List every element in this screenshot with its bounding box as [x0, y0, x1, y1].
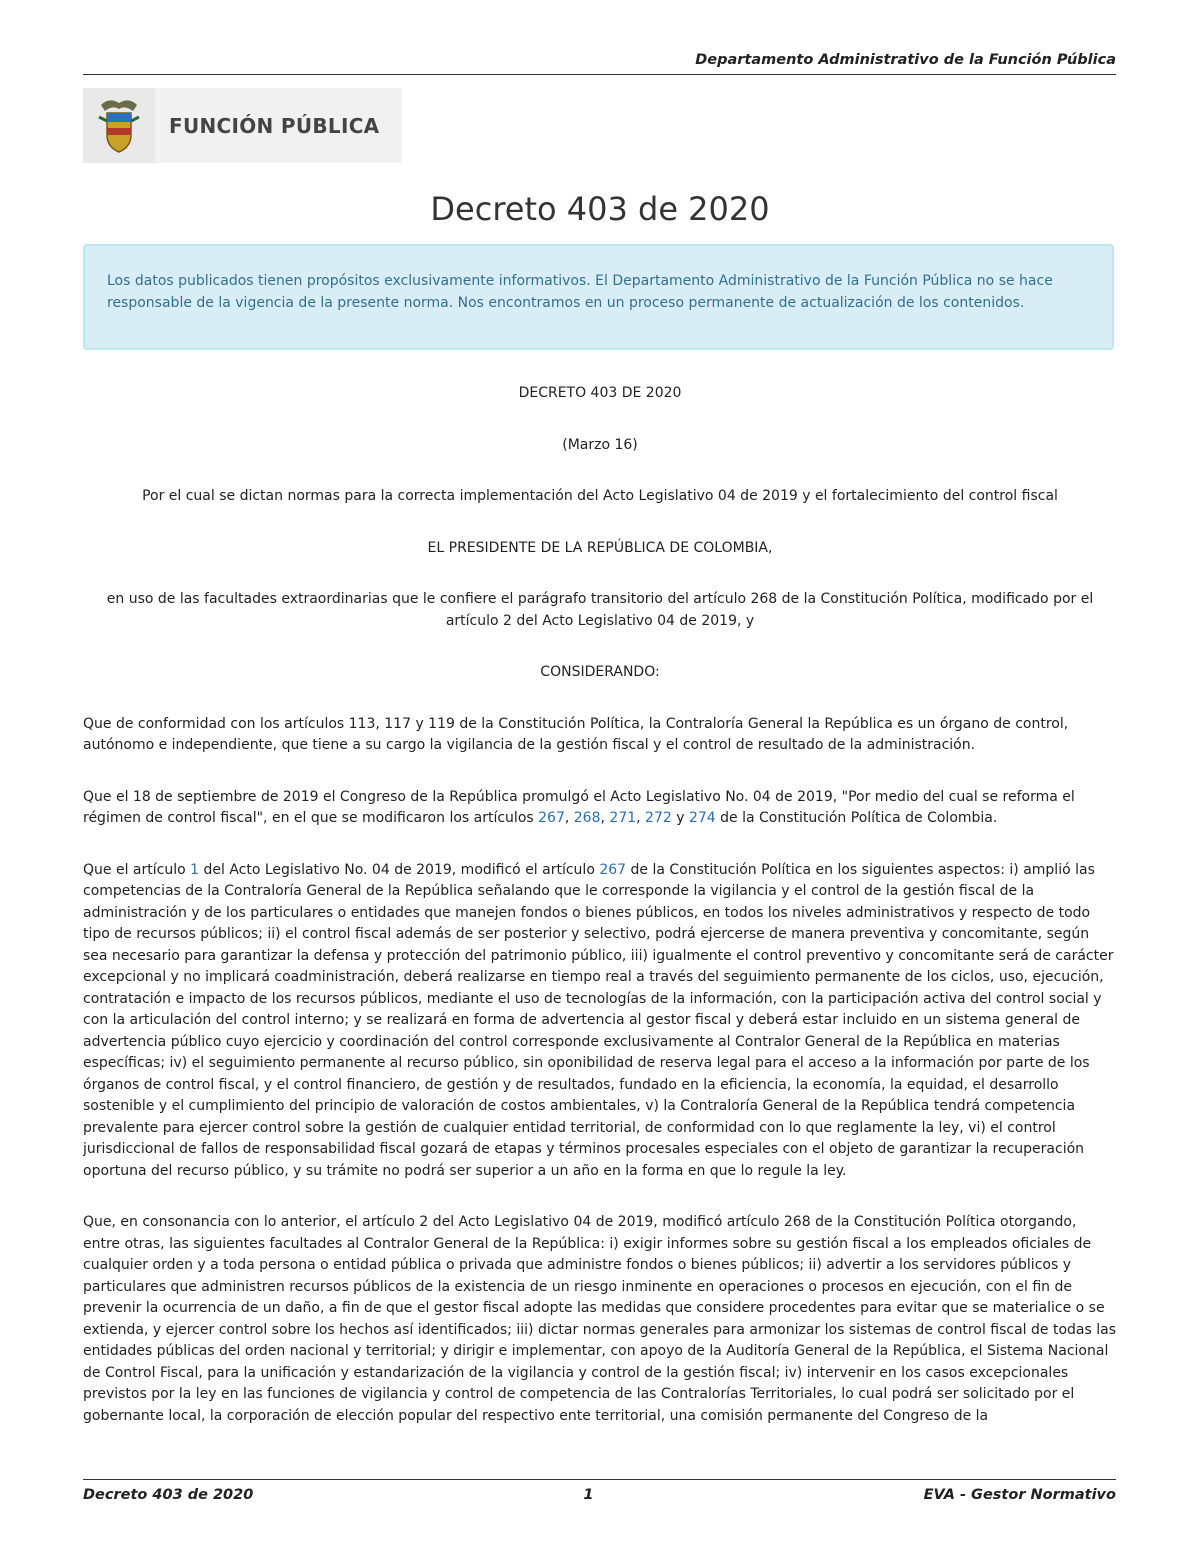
article-link[interactable]: 267 — [599, 861, 627, 878]
document-title: Decreto 403 de 2020 — [430, 190, 770, 228]
agency-name: Departamento Administrativo de la Función Pública — [695, 52, 1116, 68]
document-body — [83, 383, 1117, 1457]
separator-text: , — [564, 810, 574, 826]
article-link[interactable]: 268 — [573, 810, 601, 826]
article-link[interactable]: 272 — [645, 810, 672, 826]
paragraph-text: del Acto Legislativo No. 04 de 2019, modificó el artículo — [199, 861, 600, 878]
article-link[interactable]: 1 — [190, 861, 200, 878]
decree-date: (Marzo 16) — [562, 436, 638, 453]
decree-issuer: EL PRESIDENTE DE LA REPÚBLICA DE COLOMBIA, — [427, 539, 773, 556]
paragraph-text: de la Constitución Política de Colombia. — [715, 810, 998, 826]
paragraph — [83, 787, 1117, 830]
considering-heading: CONSIDERANDO: — [540, 664, 660, 680]
footer-system-name: EVA - Gestor Normativo — [923, 1487, 1116, 1503]
page-number: 1 — [583, 1487, 594, 1503]
paragraph: Que, en consonancia con lo anterior, el artículo 2 del Acto Legislativo 04 de 2019, modificó artículo 268 de la Constitución Política otorgando, entre otras, las siguientes facultades al Contralor General de la República: i) exigir informes sobre su gestión fiscal a los empleados oficiales de cualquier orden y a toda persona o entidad pública o privada que administre fondos o bienes públicos; ii) advertir a los servidores públicos y particulares que administren recursos públicos de la existencia de un riesgo inminente en operaciones o procesos en ejecución, con el fin de prevenir la ocurrencia de un daño, a fin de que el gestor fiscal adopte las medidas que considere procedentes para evitar que se materialice o se extienda, y ejercer control sobre los hechos así identificados; iii) dictar normas generales para armonizar los sistemas de control fiscal de todas las entidades públicas del orden nacional y territorial; y dirigir e implementar, con apoyo de la Auditoría General de la República, el Sistema Nacional de Control Fiscal, para la unificación y estandarización de la vigilancia y control de la gestión fiscal; iv) intervenir en los casos excepcionales previstos por la ley en las funciones de vigilancia y control de competencia de las Contralorías Territoriales, lo cual podrá ser solicitado por el gobernante local, la corporación de elección popular del respectivo ente territorial, una comisión permanente del Congreso de la — [83, 1214, 1116, 1424]
running-header — [83, 52, 1116, 75]
separator-text: , — [600, 810, 610, 826]
article-link[interactable]: 267 — [538, 810, 565, 826]
separator-text: y — [671, 810, 689, 826]
decree-heading: DECRETO 403 DE 2020 — [518, 385, 682, 401]
disclaimer-notice — [83, 244, 1114, 350]
article-link[interactable]: 271 — [609, 810, 637, 826]
running-footer — [83, 1479, 1116, 1503]
funcion-publica-logo — [83, 88, 402, 163]
notice-text: Los datos publicados tienen propósitos exclusivamente informativos. El Departamento Administrativo de la Función Pública no se hace responsable de la vigencia de la presente norma. Nos encontramos en un proceso permanente de actualización de los contenidos. — [107, 273, 1053, 311]
decree-subject: Por el cual se dictan normas para la correcta implementación del Acto Legislativo 04 de 2019 y el fortalecimiento del control fiscal — [142, 488, 1058, 504]
paragraph — [83, 860, 1117, 1183]
footer-document-name: Decreto 403 de 2020 — [83, 1487, 254, 1503]
paragraph: Que de conformidad con los artículos 113, 117 y 119 de la Constitución Política, la Contraloría General la República es un órgano de control, autónomo e independiente, que tiene a su cargo la vigilancia de la gestión fiscal y el control de resultado de la administración. — [83, 715, 1069, 753]
separator-text: , — [636, 810, 646, 826]
logo-text: FUNCIÓN PÚBLICA — [169, 113, 380, 138]
colombia-coat-of-arms-icon — [83, 88, 155, 163]
paragraph-text: de la Constitución Política en los siguientes aspectos: i) amplió las competencias de la Contraloría General de la República señalando que le corresponde la vigilancia y el control de la gestión fiscal de la administración y de los particulares o entidades que manejen fondos o bienes públicos, en todos los niveles administrativos y respecto de todo tipo de recursos públicos; ii) el control fiscal además de ser posterior y selectivo, podrá ejercerse de manera preventiva y concomitante, según sea necesario para garantizar la defensa y protección del patrimonio público, iii) igualmente el control preventivo y concomitante será de carácter excepcional y no implicará coadministración, deberá realizarse en tiempo real a través del seguimiento permanente de los ciclos, uso, ejecución, contratación e impacto de los recursos públicos, mediante el uso de tecnologías de la información, con la participación activa del control social y con la articulación del control interno; y se realizará en forma de advertencia al gestor fiscal y deberá estar incluido en un sistema general de advertencia público cuyo ejercicio y coordinación del control corresponde exclusivamente al Contralor General de la República en materias específicas; iv) el seguimiento permanente al recurso público, sin oponibilidad de reserva legal para el acceso a la información por parte de los órganos de control fiscal, y el control financiero, de gestión y de resultados, fundado en la eficiencia, la economía, la equidad, el desarrollo sostenible y el cumplimiento del principio de valoración de costos ambientales, v) la Contraloría General de la República tendrá competencia prevalente para ejercer control sobre la gestión de cualquier entidad territorial, de conformidad con lo que reglamente la ley, vi) el control jurisdiccional de fallos de responsabilidad fiscal gozará de etapas y términos procesales especiales con el objeto de garantizar la recuperación oportuna del recurso público, y su trámite no podrá ser superior a un año en la forma en que lo regule la ley. — [83, 861, 1114, 1179]
paragraph-text: Que el 18 de septiembre de 2019 el Congreso de la República promulgó el Acto Legislativo No. 04 de 2019, "Por medio del cual se reforma el régimen de control fiscal", en el que se modificaron los artículos — [83, 788, 1075, 826]
paragraph-text: Que el artículo — [83, 861, 191, 878]
article-link[interactable]: 274 — [688, 810, 716, 826]
decree-authority: en uso de las facultades extraordinarias que le confiere el parágrafo transitorio del artículo 268 de la Constitución Política, modificado por el artículo 2 del Acto Legislativo 04 de 2019, y — [106, 591, 1094, 629]
